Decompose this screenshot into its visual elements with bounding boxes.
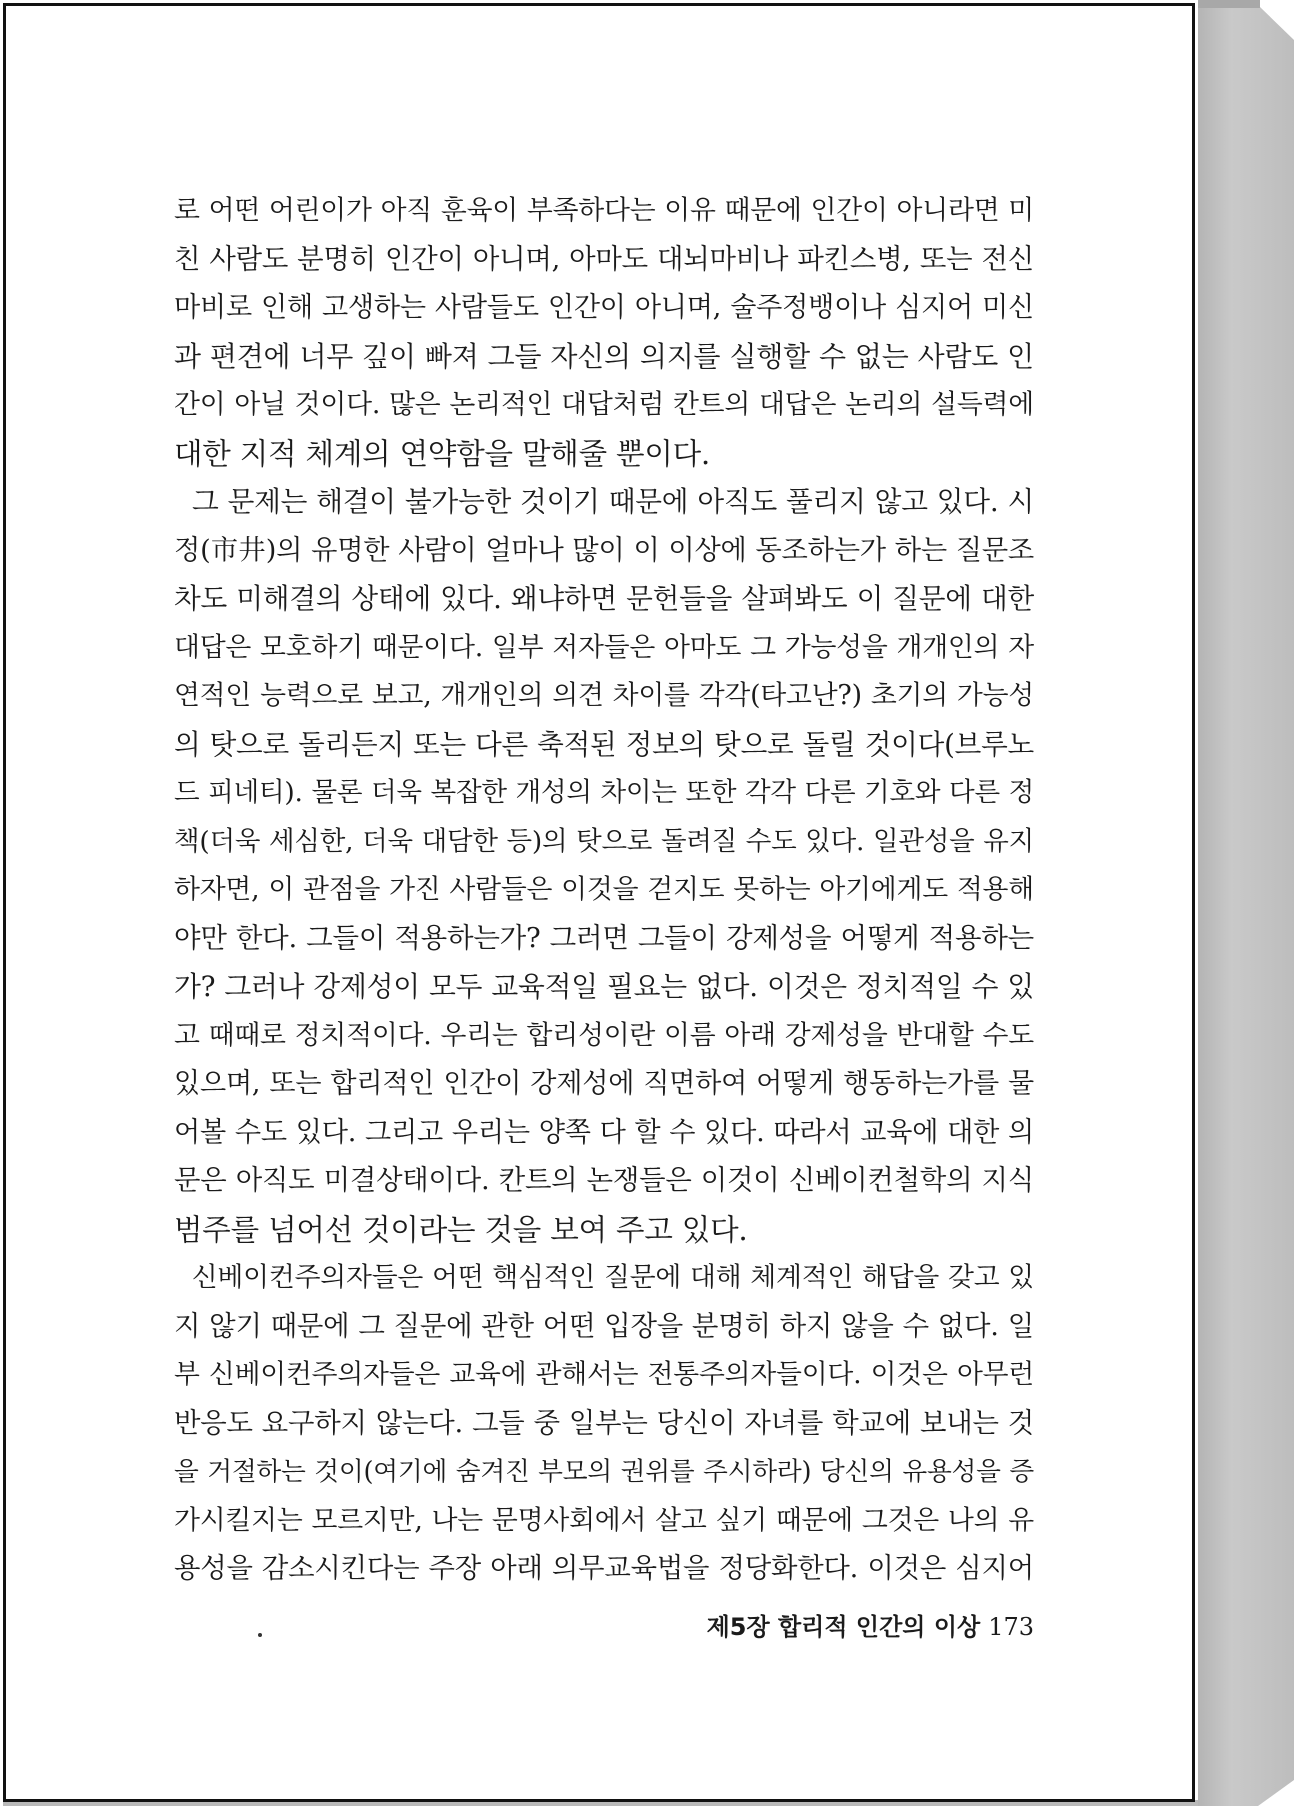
text-line: 고 때때로 정치적이다. 우리는 합리성이란 이름 아래 강제성을 반대할 수도: [174, 1019, 1034, 1051]
text-line: 하자면, 이 관점을 가진 사람들은 이것을 걷지도 못하는 아기에게도 적용해: [174, 874, 1034, 905]
text-line: 용성을 감소시킨다는 주장 아래 의무교육법을 정당화한다. 이것은 심지어: [174, 1553, 1034, 1584]
text-line: 연적인 능력으로 보고, 개개인의 의견 차이를 각각(타고난?) 초기의 가능성: [174, 680, 1034, 711]
text-line: 과 편견에 너무 깊이 빠져 그들 자신의 의지를 실행할 수 없는 사람도 인: [174, 339, 1034, 373]
text-line: 문은 아직도 미결상태이다. 칸트의 논쟁들은 이것이 신베이컨철학의 지식: [174, 1165, 1034, 1196]
text-line: 부 신베이컨주의자들은 교육에 관해서는 전통주의자들이다. 이것은 아무런: [174, 1359, 1034, 1390]
text-line: 로 어떤 어린이가 아직 훈육이 부족하다는 이유 때문에 인간이 아니라면 미: [174, 195, 1034, 226]
text-line: 마비로 인해 고생하는 사람들도 인간이 아니며, 술주정뱅이나 심지어 미신: [174, 292, 1034, 323]
book-side-edge: [1198, 0, 1294, 1806]
chapter-title: 제5장 합리적 인간의 이상: [706, 1613, 981, 1641]
text-line: 책(더욱 세심한, 더욱 대담한 등)의 탓으로 돌려질 수도 있다. 일관성을 유지: [174, 825, 1034, 857]
text-line: 그 문제는 해결이 불가능한 것이기 때문에 아직도 풀리지 않고 있다. 시: [174, 485, 1034, 518]
text-line: 신베이컨주의자들은 어떤 핵심적인 질문에 대해 체계적인 해답을 갖고 있: [174, 1262, 1034, 1293]
text-line: 드 피네티). 물론 더욱 복잡한 개성의 차이는 또한 각각 다른 기호와 다른 정: [174, 777, 1034, 808]
text-line: 친 사람도 분명히 인간이 아니며, 아마도 대뇌마비나 파킨스병, 또는 전신: [174, 243, 1034, 275]
book-top-edge: [1198, 0, 1260, 8]
scan-speck: [258, 1633, 262, 1637]
text-line: 을 거절하는 것이(여기에 숨겨진 부모의 권위를 주시하라) 당신의 유용성을 증: [174, 1457, 1034, 1487]
text-line: 의 탓으로 돌리든지 또는 다른 축적된 정보의 탓으로 돌릴 것이다(브루노: [174, 727, 1034, 761]
page-number: 173: [988, 1613, 1034, 1641]
text-line: 범주를 넘어선 것이라는 것을 보여 주고 있다.: [174, 1212, 748, 1247]
text-line: 간이 아닐 것이다. 많은 논리적인 대답처럼 칸트의 대답은 논리의 설득력에: [174, 389, 1034, 420]
text-line: 가시킬지는 모르지만, 나는 문명사회에서 살고 싶기 때문에 그것은 나의 유: [174, 1504, 1034, 1536]
running-footer: [700, 1607, 1034, 1642]
text-line: 정(市井)의 유명한 사람이 얼마나 많이 이 이상에 동조하는가 하는 질문조: [174, 534, 1034, 566]
text-line: 야만 한다. 그들이 적용하는가? 그러면 그들이 강제성을 어떻게 적용하는: [174, 922, 1034, 954]
text-line: 대한 지적 체계의 연약함을 말해줄 뿐이다.: [174, 436, 711, 471]
body-text: [174, 187, 1034, 1594]
text-line: 지 않기 때문에 그 질문에 관한 어떤 입장을 분명히 하지 않을 수 없다. 일: [174, 1310, 1034, 1342]
text-line: 가? 그러나 강제성이 모두 교육적일 필요는 없다. 이것은 정치적일 수 있: [174, 970, 1034, 1003]
text-line: 있으며, 또는 합리적인 인간이 강제성에 직면하여 어떻게 행동하는가를 물: [174, 1068, 1034, 1099]
text-line: 대답은 모호하기 때문이다. 일부 저자들은 아마도 그 가능성을 개개인의 자: [174, 631, 1034, 663]
text-line: 반응도 요구하지 않는다. 그들 중 일부는 당신이 자녀를 학교에 보내는 것: [174, 1407, 1034, 1439]
text-line: 차도 미해결의 상태에 있다. 왜냐하면 문헌들을 살펴봐도 이 질문에 대한: [174, 582, 1034, 615]
text-line: 어볼 수도 있다. 그리고 우리는 양쪽 다 할 수 있다. 따라서 교육에 대한 의: [174, 1116, 1034, 1148]
